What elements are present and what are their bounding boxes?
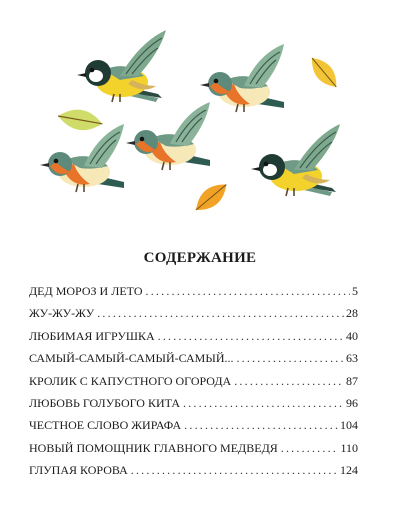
toc-entry-page: 63	[346, 351, 358, 366]
toc-entry-title: ЛЮБОВЬ ГОЛУБОГО КИТА	[29, 395, 181, 410]
bird-tit-bottom-right	[251, 124, 340, 196]
toc-entry[interactable]	[29, 351, 358, 373]
toc-entry[interactable]	[29, 463, 358, 485]
toc-entry[interactable]	[29, 374, 358, 396]
toc-entry-page: 5	[352, 284, 358, 298]
toc-entry[interactable]	[29, 418, 358, 440]
bird-robin-top-right	[200, 44, 284, 112]
green-leaf-left	[56, 106, 104, 134]
toc-entry-title: КРОЛИК С КАПУСТНОГО ОГОРОДА	[29, 373, 232, 388]
toc-list	[29, 284, 358, 486]
toc-entry-page: 96	[346, 395, 358, 410]
toc-leader-dots	[234, 374, 344, 389]
toc-entry[interactable]	[29, 441, 358, 463]
toc-leader-dots	[158, 329, 344, 344]
yellow-leaf-top-right	[306, 53, 343, 93]
toc-entry-title: ДЕД МОРОЗ И ЛЕТО	[29, 284, 143, 298]
toc-leader-dots	[281, 441, 339, 456]
toc-leader-dots	[97, 306, 344, 321]
toc-entry-title: ЛЮБИМАЯ ИГРУШКА	[29, 328, 155, 343]
bird-robin-center	[126, 102, 210, 170]
toc-leader-dots	[146, 284, 350, 299]
toc-title: СОДЕРЖАНИЕ	[143, 250, 257, 266]
toc-entry-page: 28	[346, 306, 358, 321]
bird-robin-bottom-left	[40, 124, 124, 192]
toc-entry[interactable]	[29, 396, 358, 418]
toc-leader-dots	[183, 396, 344, 411]
toc-entry-page: 124	[340, 463, 358, 478]
toc-leader-dots	[236, 351, 344, 366]
toc-entry-page: 104	[340, 418, 358, 433]
toc-entry-title: НОВЫЙ ПОМОЩНИК ГЛАВНОГО МЕДВЕДЯ	[29, 440, 278, 455]
toc-entry-page: 40	[346, 328, 358, 343]
toc-entry-title: ГЛУПАЯ КОРОВА	[29, 463, 128, 478]
toc-entry-title: ЧЕСТНОЕ СЛОВО ЖИРАФА	[29, 418, 182, 433]
toc-leader-dots	[131, 463, 338, 478]
toc-leader-dots	[184, 418, 338, 433]
toc-entry[interactable]	[29, 306, 358, 328]
toc-entry-title: САМЫЙ-САМЫЙ-САМЫЙ-САМЫЙ...	[29, 351, 234, 366]
orange-leaf-bottom-right	[190, 178, 232, 217]
toc-entry[interactable]	[29, 284, 358, 306]
birds-illustration	[0, 0, 400, 235]
toc-entry-title: ЖУ-ЖУ-ЖУ	[29, 306, 95, 321]
toc-entry-page: 110	[340, 440, 358, 455]
toc-entry-page: 87	[346, 373, 358, 388]
toc-entry[interactable]	[29, 329, 358, 351]
bird-tit-top-left	[77, 30, 166, 102]
